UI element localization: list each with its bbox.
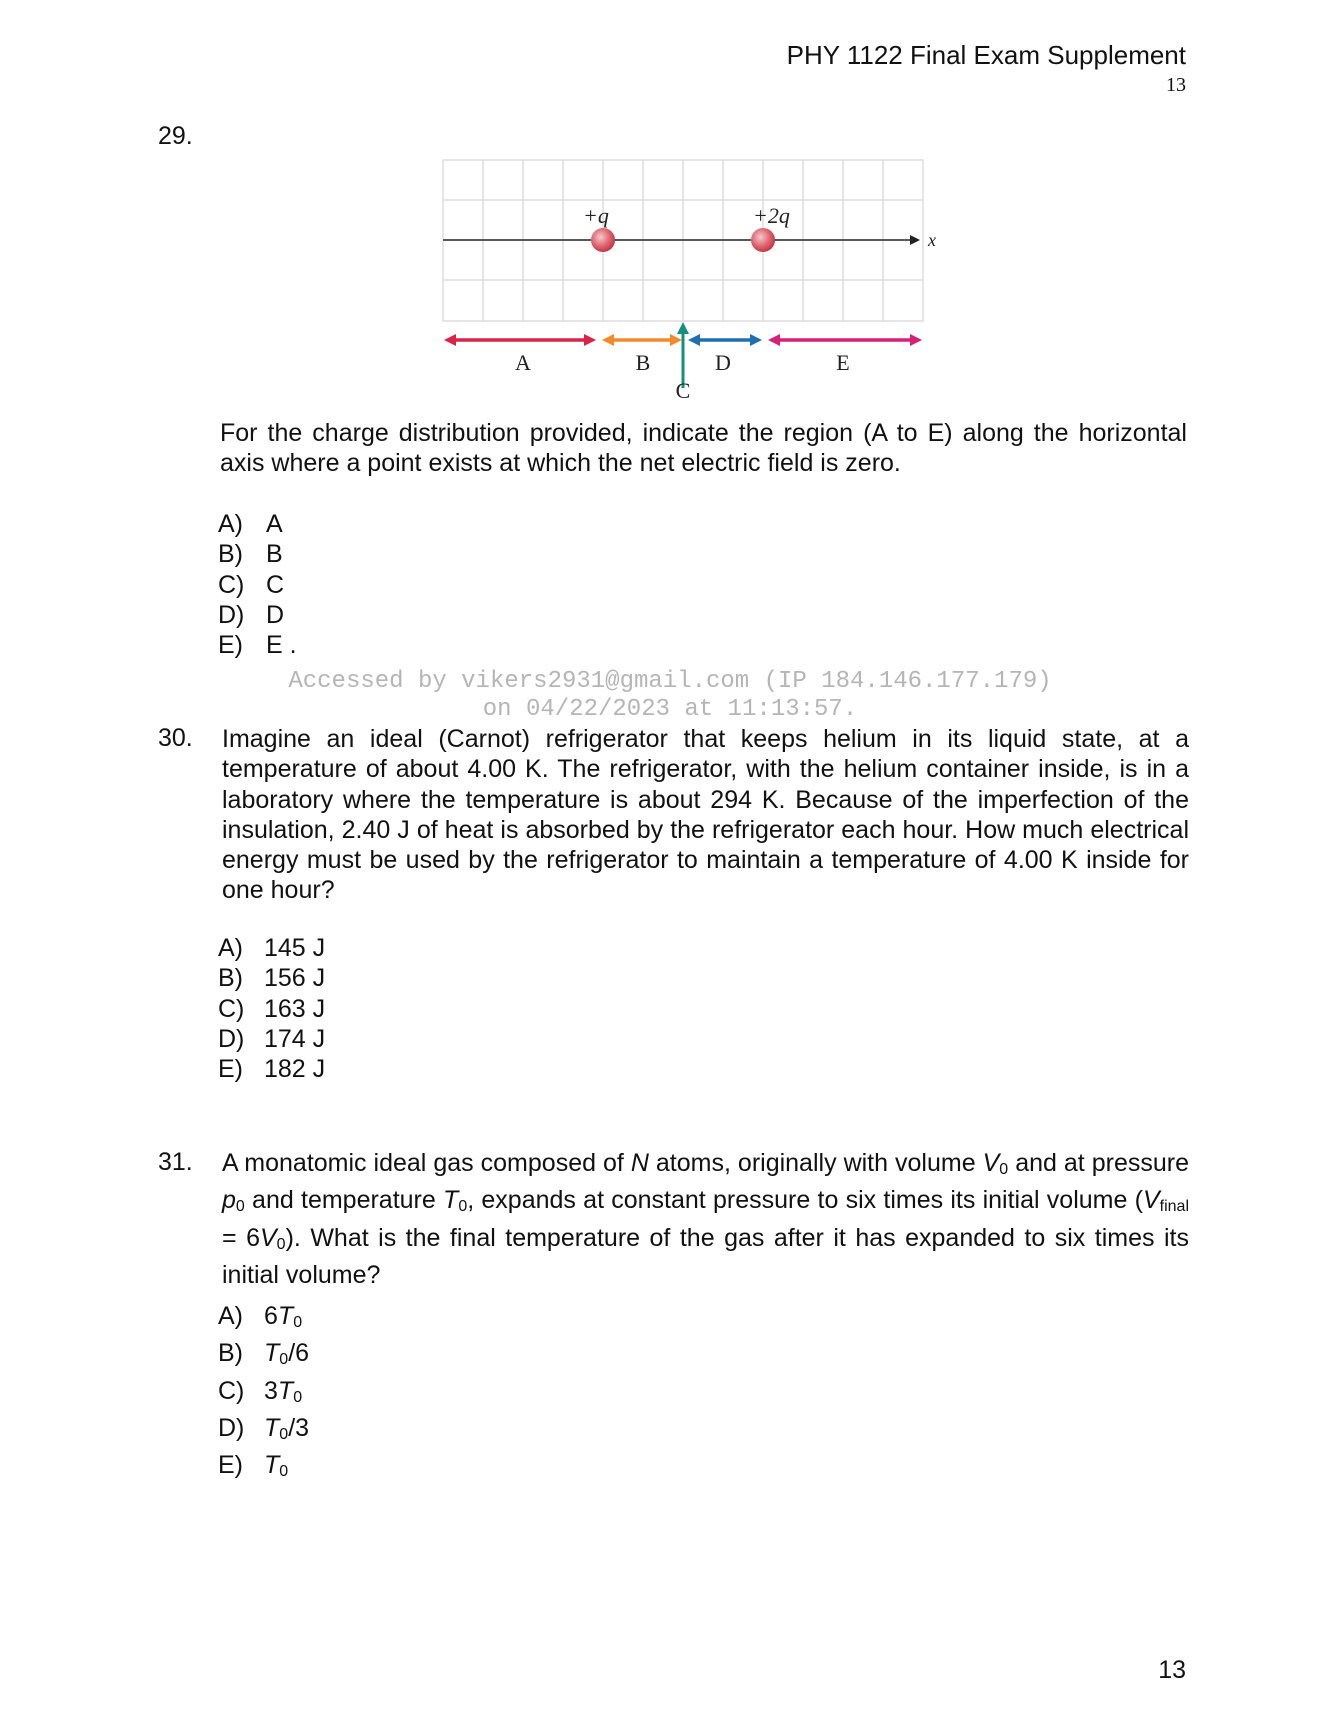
option-subscript: 0 — [293, 1388, 303, 1406]
var: T — [443, 1186, 459, 1215]
option-text: 145 J — [264, 934, 326, 962]
charge-q-label: +q — [583, 203, 609, 228]
option-var: T — [264, 1339, 280, 1368]
option-var: T — [277, 1302, 294, 1330]
option-letter: D) — [218, 1413, 245, 1442]
charge-2q-label: +2q — [753, 203, 790, 228]
x-axis — [443, 235, 920, 245]
option-letter: E) — [218, 1055, 243, 1084]
option-letter: B) — [218, 1339, 243, 1368]
option-letter: C) — [218, 994, 245, 1023]
option-suffix: /3 — [288, 1413, 310, 1442]
option-letter: B) — [218, 964, 243, 993]
header-title: PHY 1122 Final Exam Supplement — [786, 40, 1186, 70]
var: p — [222, 1186, 236, 1215]
region-d-arrow — [688, 334, 762, 346]
option[interactable] — [218, 1413, 309, 1450]
option-suffix: /6 — [288, 1339, 310, 1368]
option-letter: C) — [218, 1376, 245, 1405]
region-b-arrow — [602, 334, 682, 346]
option-letter: E) — [218, 1451, 243, 1480]
option-var: T — [277, 1376, 294, 1405]
var: V — [1142, 1186, 1160, 1215]
option-subscript: 0 — [279, 1425, 289, 1443]
region-c-label: C — [675, 378, 691, 403]
option-letter: C) — [218, 570, 245, 599]
question-30-number: 30. — [158, 724, 193, 752]
footer-page-number: 13 — [1158, 1656, 1186, 1684]
option[interactable] — [218, 1376, 309, 1413]
option-letter: A) — [218, 1302, 243, 1330]
var-v0 — [983, 1149, 1009, 1177]
option-text: 174 J — [264, 1024, 326, 1053]
option-prefix: 3 — [264, 1376, 278, 1405]
question-30-options — [218, 933, 325, 1084]
charge-q — [591, 228, 615, 252]
option[interactable] — [218, 933, 325, 963]
var: V — [259, 1223, 277, 1252]
option-var: T — [264, 1451, 280, 1480]
subscript: 0 — [235, 1198, 245, 1216]
var-t0 — [443, 1186, 467, 1214]
text-run: A monatomic ideal gas composed of — [222, 1149, 631, 1177]
option[interactable] — [218, 1301, 309, 1338]
option[interactable] — [218, 630, 297, 660]
option[interactable] — [218, 1024, 325, 1054]
region-b-label: B — [635, 350, 651, 375]
watermark-line-2: on 04/22/2023 at 11:13:57. — [482, 696, 858, 723]
question-29-text: For the charge distribution provided, indicate the region (A to E) along the horizontal axis where a point exists at which the net electric field is zero. — [220, 419, 1187, 478]
charge-distribution-figure — [440, 158, 960, 408]
option[interactable] — [218, 509, 297, 539]
question-29-number: 29. — [158, 122, 193, 150]
question-31-number: 31. — [158, 1148, 193, 1176]
option-text: C — [266, 570, 285, 599]
header-page-number: 13 — [1166, 74, 1186, 96]
x-axis-label: x — [928, 230, 936, 250]
option-letter: A) — [218, 510, 243, 538]
option[interactable] — [218, 1450, 309, 1487]
var-n: N — [630, 1149, 649, 1177]
option[interactable] — [218, 539, 297, 569]
option-prefix: 6 — [264, 1302, 278, 1330]
region-a-label: A — [515, 350, 531, 375]
var-vfinal — [1143, 1186, 1189, 1214]
option-text: A — [266, 510, 283, 538]
subscript: 0 — [999, 1161, 1009, 1178]
question-31-text — [222, 1148, 1189, 1290]
text-run: atoms, originally with volume — [648, 1149, 983, 1177]
region-e-label: E — [836, 350, 850, 375]
option[interactable] — [218, 570, 297, 600]
option-subscript: 0 — [279, 1351, 289, 1369]
option[interactable] — [218, 963, 325, 993]
option-text: E . — [266, 631, 297, 660]
option-text: 163 J — [264, 994, 326, 1023]
option-var: T — [264, 1413, 280, 1442]
option-letter: B) — [218, 540, 243, 569]
option[interactable] — [218, 1338, 309, 1375]
option-text: 156 J — [264, 964, 326, 993]
text-run: = 6 — [222, 1223, 260, 1252]
option-text: B — [266, 540, 283, 569]
text-run: ). What is the final temperature of the gas after it has expanded to six times its initial volume? — [222, 1223, 1189, 1289]
option[interactable] — [218, 994, 325, 1024]
region-a-arrow — [444, 334, 596, 346]
access-watermark — [120, 668, 1220, 724]
option-letter: D) — [218, 600, 245, 629]
option-subscript: 0 — [293, 1314, 303, 1331]
text-run: and at pressure — [1008, 1149, 1190, 1177]
text-run: , expands at constant pressure to six times its initial volume ( — [467, 1186, 1143, 1215]
option-text: 182 J — [264, 1055, 326, 1084]
text-run: and temperature — [244, 1186, 444, 1215]
option[interactable] — [218, 600, 297, 630]
region-d-label: D — [715, 350, 731, 375]
option[interactable] — [218, 1054, 325, 1084]
subscript: final — [1159, 1198, 1189, 1216]
var: V — [982, 1149, 1000, 1177]
var-p0 — [222, 1186, 245, 1214]
var-v0 — [260, 1224, 286, 1252]
option-subscript: 0 — [279, 1463, 289, 1481]
charge-2q — [751, 228, 775, 252]
region-e-arrow — [768, 334, 922, 346]
watermark-line-1: Accessed by vikers2931@gmail.com (IP 184.146.177.179) — [288, 668, 1052, 695]
subscript: 0 — [458, 1198, 468, 1216]
question-31-options — [218, 1301, 309, 1487]
option-letter: A) — [218, 934, 243, 962]
question-29-options — [218, 509, 297, 660]
subscript: 0 — [276, 1235, 286, 1253]
question-30-text: Imagine an ideal (Carnot) refrigerator that keeps helium in its liquid state, at a temperature of about 4.00 K. The refrigerator, with the helium container inside, is in a laboratory where the temperature is about 294 K. Because of the imperfection of the insulation, 2.40 J of heat is absorbed by the refrigerator each hour. How much electrical energy must be used by the refrigerator to maintain a temperature of 4.00 K inside for one hour? — [222, 725, 1189, 905]
option-text: D — [266, 600, 285, 629]
option-letter: E) — [218, 631, 243, 660]
option-letter: D) — [218, 1024, 245, 1053]
